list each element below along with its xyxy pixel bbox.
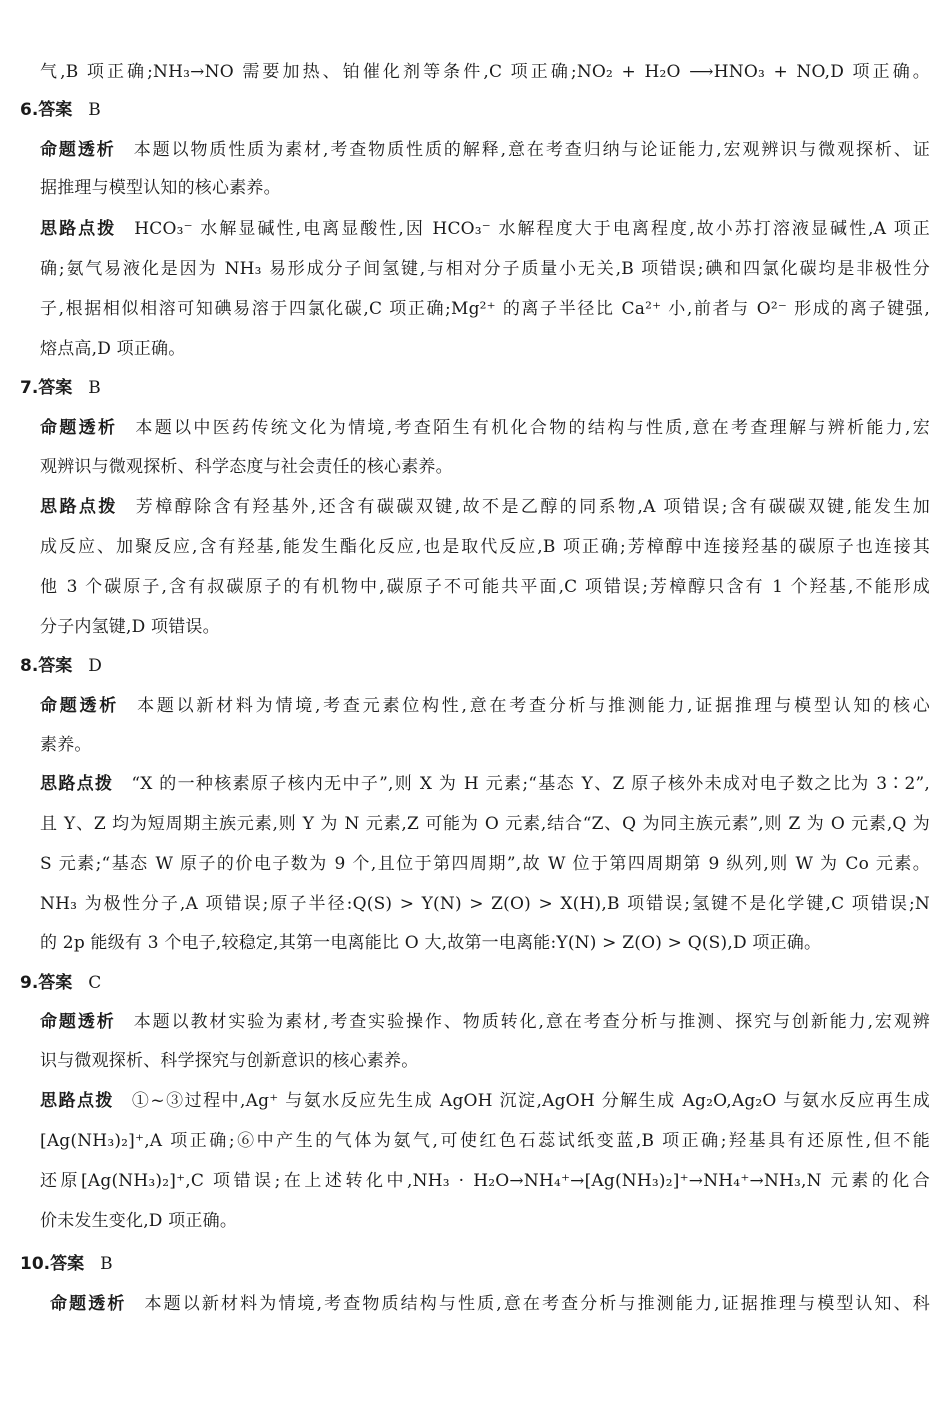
intent-line: 观辨识与微观探析、科学态度与社会责任的核心素养。 — [40, 457, 453, 477]
intent-label: 命题透析 — [40, 696, 120, 716]
analysis-label: 思路点拨 — [40, 497, 118, 517]
analysis-line: 熔点高,D 项正确。 — [40, 339, 186, 359]
analysis-text: 芳樟醇除含有羟基外,还含有碳碳双键,故不是乙醇的同系物,A 项错误;含有碳碳双键,能发生加 — [135, 497, 930, 517]
intent-text: 本题以新材料为情境,考查物质结构与性质,意在考查分析与推测能力,证据推理与模型认知、科 — [144, 1294, 930, 1314]
intent-line — [40, 695, 930, 717]
answer-label: 答案 — [38, 656, 73, 676]
intro-line: 气,B 项正确;NH₃→NO 需要加热、铂催化剂等条件,C 项正确;NO₂ + H₂O ⟶HNO₃ + NO,D 项正确。 — [40, 62, 930, 82]
answer-label: 答案 — [38, 378, 73, 398]
intent-label: 命题透析 — [50, 1294, 127, 1314]
intent-line — [40, 1011, 930, 1033]
answer-value: D — [88, 656, 102, 676]
analysis-line: 成反应、加聚反应,含有羟基,能发生酯化反应,也是取代反应,B 项正确;芳樟醇中连接羟基的碳原子也连接其 — [40, 537, 930, 557]
question-7-header — [20, 377, 101, 399]
analysis-line: NH₃ 为极性分子,A 项错误;原子半径:Q(S) > Y(N) > Z(O) > X(H),B 项错误;氢键不是化学键,C 项错误;N — [40, 894, 930, 914]
analysis-label: 思路点拨 — [40, 219, 117, 239]
analysis-line: [Ag(NH₃)₂]⁺,A 项正确;⑥中产生的气体为氨气,可使红色石蕊试纸变蓝,B 项正确;羟基具有还原性,但不能 — [40, 1131, 930, 1151]
intent-line: 识与微观探析、科学探究与创新意识的核心素养。 — [40, 1051, 419, 1071]
answer-label: 答案 — [38, 973, 73, 993]
question-number: 8. — [20, 656, 39, 676]
analysis-label: 思路点拨 — [40, 774, 114, 794]
analysis-line: 他 3 个碳原子,含有叔碳原子的有机物中,碳原子不可能共平面,C 项错误;芳樟醇只含有 1 个羟基,不能形成 — [40, 577, 930, 597]
analysis-line: 子,根据相似相溶可知碘易溶于四氯化碳,C 项正确;Mg²⁺ 的离子半径比 Ca²⁺ 小,前者与 O²⁻ 形成的离子键强, — [40, 299, 930, 319]
question-number: 9. — [20, 973, 39, 993]
question-10-header — [20, 1253, 113, 1275]
intent-line: 素养。 — [40, 735, 92, 755]
intent-text: 本题以物质性质为素材,考查物质性质的解释,意在考查归纳与论证能力,宏观辨识与微观探析、证 — [133, 140, 930, 160]
question-9-header — [20, 972, 101, 994]
intent-line: 据推理与模型认知的核心素养。 — [40, 178, 281, 198]
analysis-line: 确;氨气易液化是因为 NH₃ 易形成分子间氢键,与相对分子质量小无关,B 项错误;碘和四氯化碳均是非极性分 — [40, 259, 930, 279]
intent-text: 本题以新材料为情境,考查元素位构性,意在考查分析与推测能力,证据推理与模型认知的核心 — [137, 696, 930, 716]
analysis-line: 价未发生变化,D 项正确。 — [40, 1211, 238, 1231]
analysis-line: 还原[Ag(NH₃)₂]⁺,C 项错误;在上述转化中,NH₃ · H₂O→NH₄⁺→[Ag(NH₃)₂]⁺→NH₄⁺→NH₃,N 元素的化合 — [40, 1171, 930, 1191]
intent-line — [40, 139, 930, 161]
analysis-line: S 元素;“基态 W 原子的价电子数为 9 个,且位于第四周期”,故 W 位于第四周期第 9 纵列,则 W 为 Co 元素。 — [40, 854, 930, 874]
analysis-text: HCO₃⁻ 水解显碱性,电离显酸性,因 HCO₃⁻ 水解程度大于电离程度,故小苏打溶液显碱性,A 项正 — [134, 219, 930, 239]
answer-label: 答案 — [50, 1254, 85, 1274]
answer-value: B — [100, 1254, 113, 1274]
analysis-text: “X 的一种核素原子核内无中子”,则 X 为 H 元素;“基态 Y、Z 原子核外未成对电子数之比为 3∶2”, — [131, 774, 930, 794]
analysis-label: 思路点拨 — [40, 1091, 114, 1111]
answer-label: 答案 — [38, 100, 73, 120]
answer-value: B — [88, 100, 101, 120]
analysis-line: 的 2p 能级有 3 个电子,较稳定,其第一电离能比 O 大,故第一电离能:Y(N) > Z(O) > Q(S),D 项正确。 — [40, 933, 822, 953]
intent-label: 命题透析 — [40, 1012, 116, 1032]
intent-line — [40, 417, 930, 439]
intent-text: 本题以教材实验为素材,考查实验操作、物质转化,意在考查分析与推测、探究与创新能力,宏观辨 — [133, 1012, 930, 1032]
analysis-line — [40, 496, 930, 518]
answer-value: C — [88, 973, 102, 993]
analysis-line: 分子内氢键,D 项错误。 — [40, 617, 220, 637]
intent-label: 命题透析 — [40, 418, 118, 438]
intent-label: 命题透析 — [40, 140, 116, 160]
analysis-line — [40, 218, 930, 240]
analysis-text: ①~③过程中,Ag⁺ 与氨水反应先生成 AgOH 沉淀,AgOH 分解生成 Ag₂O,Ag₂O 与氨水反应再生成 — [131, 1091, 930, 1111]
question-number: 10. — [20, 1254, 51, 1274]
intent-text: 本题以中医药传统文化为情境,考查陌生有机化合物的结构与性质,意在考查理解与辨析能力,宏 — [135, 418, 930, 438]
question-8-header — [20, 655, 102, 677]
analysis-line: 且 Y、Z 均为短周期主族元素,则 Y 为 N 元素,Z 可能为 O 元素,结合“Z、Q 为同主族元素”,则 Z 为 O 元素,Q 为 — [40, 814, 930, 834]
analysis-line — [40, 773, 930, 795]
question-number: 7. — [20, 378, 39, 398]
question-6-header — [20, 99, 101, 121]
answer-value: B — [88, 378, 101, 398]
intent-line — [50, 1293, 930, 1315]
question-number: 6. — [20, 100, 39, 120]
analysis-line — [40, 1090, 930, 1112]
